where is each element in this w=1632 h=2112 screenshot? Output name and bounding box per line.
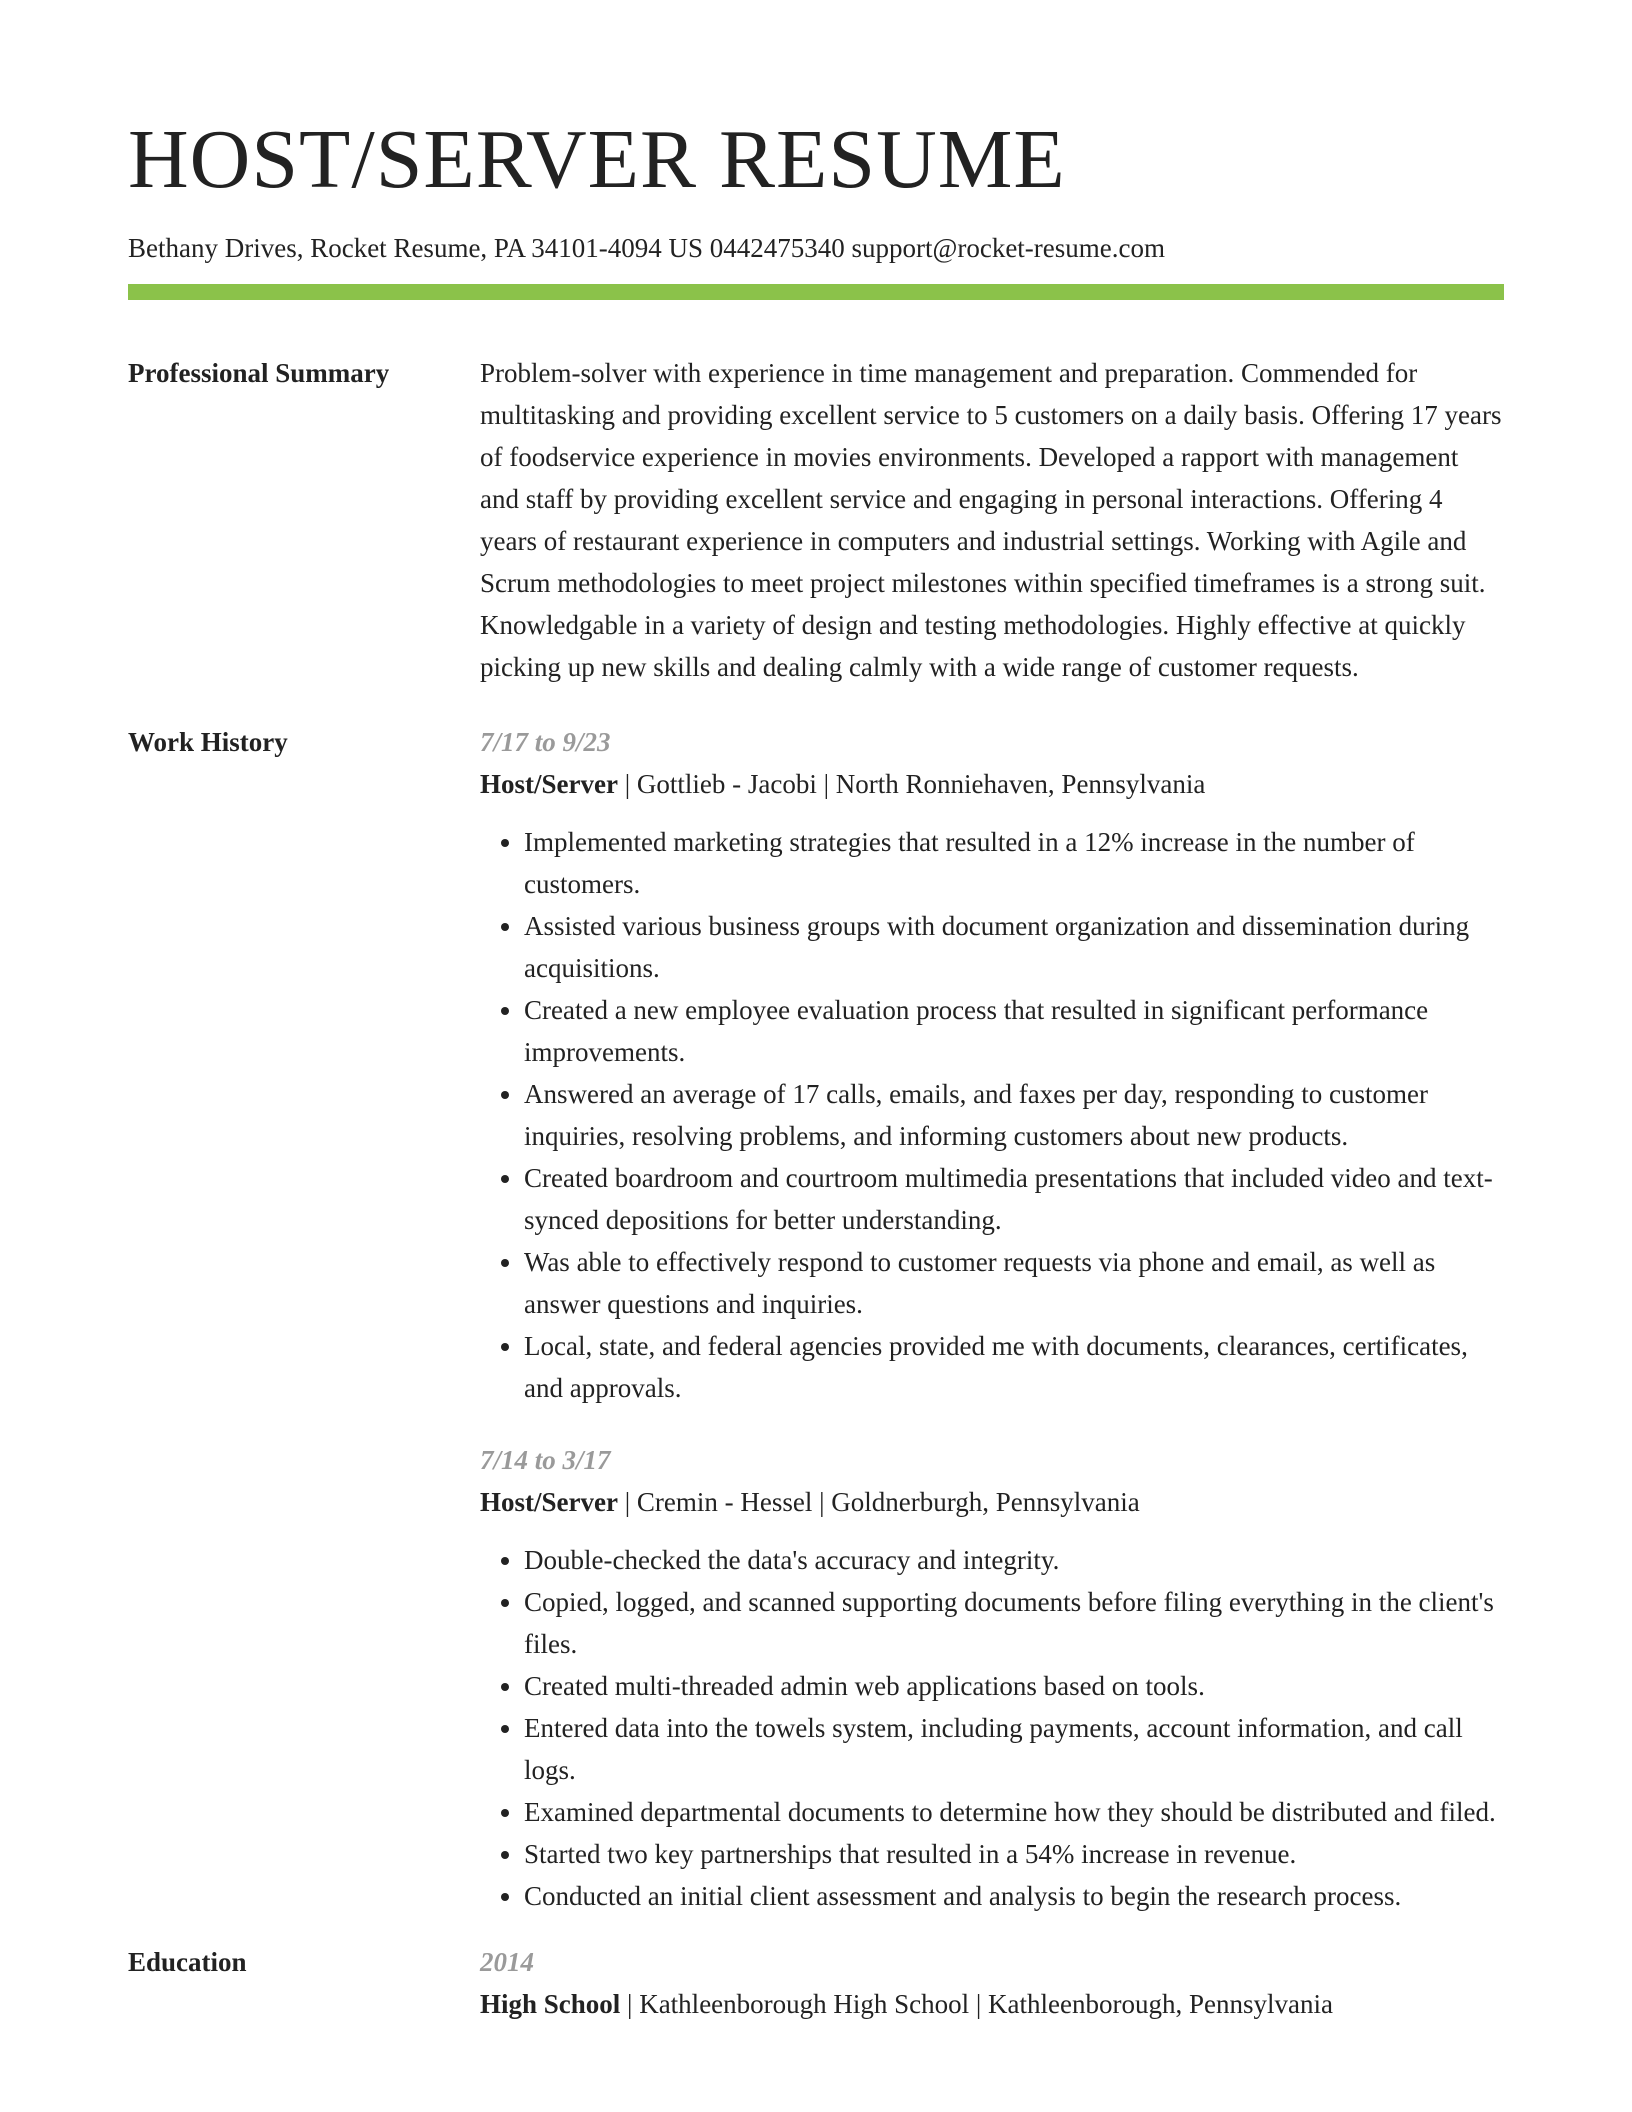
header-divider — [128, 284, 1504, 300]
job-entry — [480, 721, 1504, 1409]
list-item: • Implemented marketing strategies that resulted in a 12% increase in the number of customers. — [524, 821, 1504, 905]
section-label-summary: Professional Summary — [128, 358, 390, 389]
education-degree: High School — [480, 1989, 621, 2020]
professional-summary-section — [128, 352, 1504, 688]
list-item: • Answered an average of 17 calls, emails, and faxes per day, responding to customer inquiries, resolving problems, and informing customers about new products. — [524, 1073, 1504, 1157]
section-label-education: Education — [128, 1947, 247, 1978]
list-item: • Created a new employee evaluation process that resulted in significant performance improvements. — [524, 989, 1504, 1073]
job-details: | Cremin - Hessel | Goldnerburgh, Pennsylvania — [617, 1487, 1140, 1518]
section-label-work-history: Work History — [128, 727, 288, 758]
job-bullets — [480, 1539, 1504, 1917]
job-dates: 7/14 to 3/17 — [480, 1445, 611, 1476]
summary-text: Problem-solver with experience in time management and preparation. Commended for multitasking and providing excellent service to 5 customers on a daily basis. Offering 17 years of foodservice experience in movies environments. Developed a rapport with management and staff by providing excellent service and engaging in personal interactions. Offering 4 years of restaurant experience in computers and industrial settings. Working with Agile and Scrum methodologies to meet project milestones within specified timeframes is a strong suit. Knowledgable in a variety of design and testing methodologies. Highly effective at quickly picking up new skills and dealing calmly with a wide range of customer requests. — [480, 358, 1502, 683]
job-entry — [480, 1439, 1504, 1917]
list-item: • Assisted various business groups with document organization and dissemination during acquisitions. — [524, 905, 1504, 989]
job-role-line — [480, 763, 1504, 805]
list-item: • Examined departmental documents to determine how they should be distributed and filed. — [524, 1791, 1504, 1833]
list-item: • Created boardroom and courtroom multimedia presentations that included video and text-synced depositions for better understanding. — [524, 1157, 1504, 1241]
list-item: • Created multi-threaded admin web applications based on tools. — [524, 1665, 1504, 1707]
list-item: • Local, state, and federal agencies provided me with documents, clearances, certificates, and approvals. — [524, 1325, 1504, 1409]
resume-title: HOST/SERVER RESUME — [128, 113, 1066, 206]
job-bullets — [480, 821, 1504, 1409]
resume-page — [128, 113, 1504, 2025]
list-item: • Was able to effectively respond to customer requests via phone and email, as well as answer questions and inquiries. — [524, 1241, 1504, 1325]
list-item: • Started two key partnerships that resulted in a 54% increase in revenue. — [524, 1833, 1504, 1875]
work-history-section — [128, 721, 1504, 1917]
education-details: | Kathleenborough High School | Kathleenborough, Pennsylvania — [620, 1989, 1333, 2020]
list-item: • Conducted an initial client assessment and analysis to begin the research process. — [524, 1875, 1504, 1917]
education-section — [128, 1941, 1504, 2025]
list-item: • Copied, logged, and scanned supporting documents before filing everything in the client's files. — [524, 1581, 1504, 1665]
contact-line: Bethany Drives, Rocket Resume, PA 34101-4094 US 0442475340 support@rocket-resume.com — [128, 233, 1165, 263]
list-item: • Double-checked the data's accuracy and integrity. — [524, 1539, 1504, 1581]
job-details: | Gottlieb - Jacobi | North Ronniehaven, Pennsylvania — [617, 769, 1206, 800]
list-item: • Entered data into the towels system, including payments, account information, and call logs. — [524, 1707, 1504, 1791]
job-title: Host/Server — [480, 769, 618, 800]
work-history-body — [480, 721, 1504, 1917]
job-dates: 7/17 to 9/23 — [480, 727, 611, 758]
job-role-line — [480, 1481, 1504, 1523]
job-title: Host/Server — [480, 1487, 618, 1518]
education-year: 2014 — [480, 1947, 534, 1978]
education-body — [480, 1941, 1504, 2025]
education-line — [480, 1983, 1504, 2025]
